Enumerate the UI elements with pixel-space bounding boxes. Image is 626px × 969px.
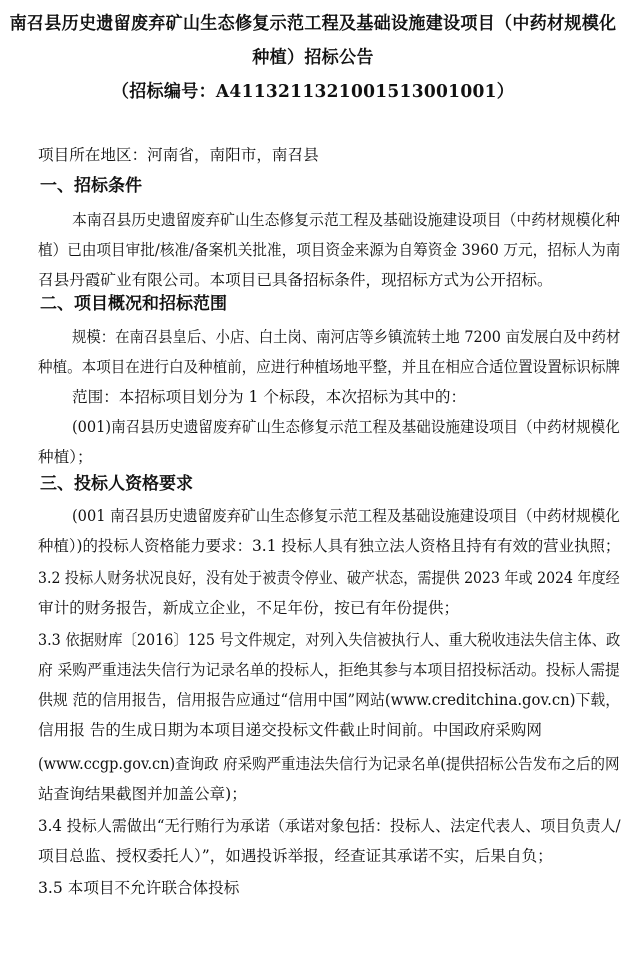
section-2-line: 种植）； <box>38 448 93 466</box>
document-title-line-1: 南召县历史遗留废弃矿山生态修复示范工程及基础设施建设项目（中药材规模化 <box>9 14 617 34</box>
section-3-line: 信用报 告的生成日期为本项目递交投标文件截止时间前。中国政府采购网 <box>38 721 542 739</box>
section-2-line: (001)南召县历史遗留废弃矿山生态修复示范工程及基础设施建设项目（中药材规模化 <box>72 418 620 436</box>
section-1-line: 召县丹霞矿业有限公司。本项目已具备招标条件，现招标方式为公开招标。 <box>38 271 553 289</box>
section-3-line: 审计的财务报告，新成立企业，不足年份，按已有年份提供； <box>38 599 460 617</box>
section-3-line: 项目总监、授权委托人）”，如遇投诉举报，经查证其承诺不实，后果自负； <box>38 847 553 865</box>
section-2-line: 范围：本招标项目划分为 1 个标段，本次招标为其中的： <box>72 388 467 406</box>
project-region: 项目所在地区：河南省，南阳市，南召县 <box>38 146 319 164</box>
section-2-line: 种植。本项目在进行白及种植前，应进行种植场地平整，并且在相应合适位置设置标识标牌 <box>38 358 620 376</box>
section-1-line: 本南召县历史遗留废弃矿山生态修复示范工程及基础设施建设项目（中药材规模化种 <box>72 211 621 229</box>
section-3-line: 3.3 依据财库〔2016〕125 号文件规定，对列入失信被执行人、重大税收违法失信主体、政 <box>38 631 621 649</box>
section-1-line: 植）已由项目审批/核准/备案机关批准，项目资金来源为自筹资金 3960 万元，招标人为南 <box>38 241 621 259</box>
section-3-line: 站查询结果截图并加盖公章)； <box>38 785 247 803</box>
section-3-line: 3.4 投标人需做出“无行贿行为承诺（承诺对象包括：投标人、法定代表人、项目负责人/ <box>38 817 621 835</box>
section-3-line: (001 南召县历史遗留废弃矿山生态修复示范工程及基础设施建设项目（中药材规模化 <box>72 507 620 525</box>
section-1-heading: 一、招标条件 <box>40 176 142 196</box>
section-3-line: (www.ccgp.gov.cn)查询政 府采购严重违法失信行为记录名单(提供招标公告发布之后的网 <box>38 755 620 773</box>
section-3-heading: 三、投标人资格要求 <box>40 474 193 494</box>
document-title-line-2: 种植）招标公告 <box>252 48 374 68</box>
section-3-line: 府 采购严重违法失信行为记录名单的投标人，拒绝其参与本项目招投标活动。投标人需提 <box>38 661 620 679</box>
tender-number: （招标编号：A411321132100151300100​1） <box>111 82 515 102</box>
section-3-line: 3.2 投标人财务状况良好，没有处于被责令停业、破产状态，需提供 2023 年或 2024 年度经 <box>38 569 620 587</box>
section-3-line: 供规 范的信用报告，信用报告应通过“信用中国”网站(www.creditchina.gov.cn)下载， <box>38 691 621 709</box>
section-2-line: 规模：在南召县皇后、小店、白土岗、南河店等乡镇流转土地 7200 亩发展白及中药材 <box>72 328 621 346</box>
section-2-heading: 二、项目概况和招标范围 <box>40 294 227 314</box>
section-3-line: 种植）)的投标人资格能力要求：3.1 投标人具有独立法人资格且持有有效的营业执照； <box>38 537 621 555</box>
section-3-line: 3.5 本项目不允许联合体投标 <box>38 879 240 897</box>
